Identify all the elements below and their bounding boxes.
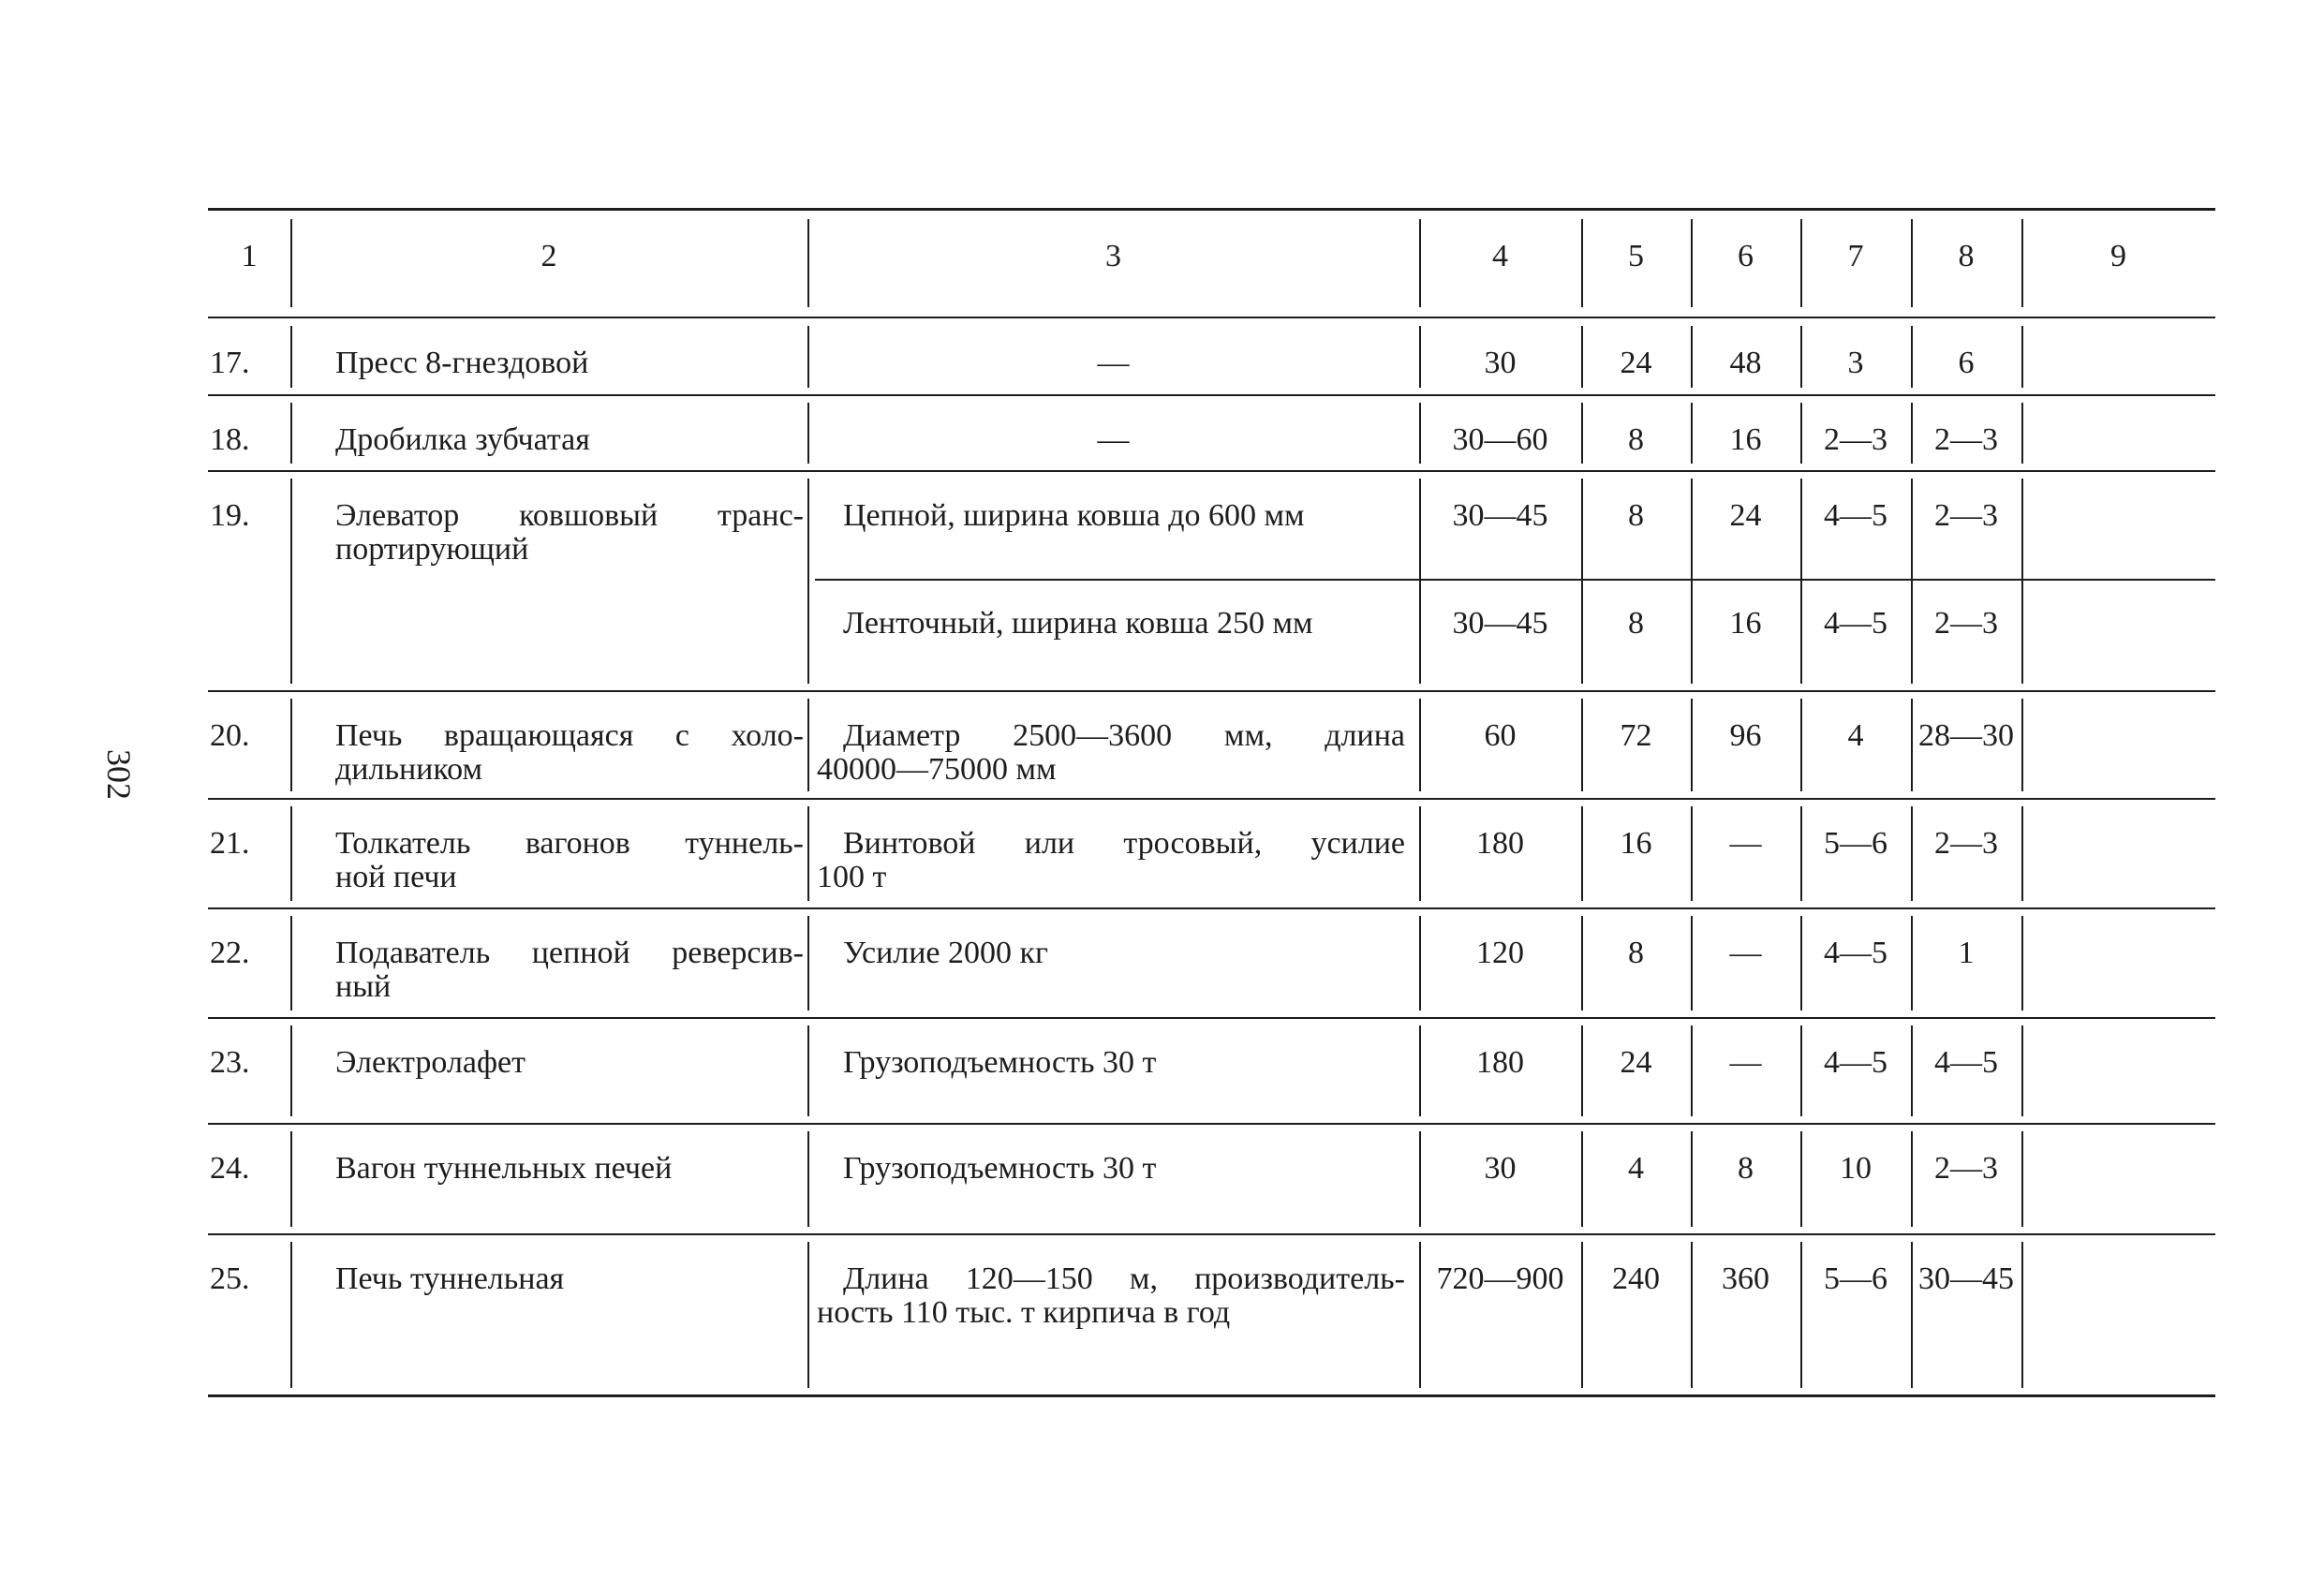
value-col-4: 30 bbox=[1484, 346, 1517, 380]
row-number: 20. bbox=[210, 718, 250, 753]
row-number: 25. bbox=[210, 1261, 250, 1296]
equipment-name: портирующий bbox=[335, 532, 529, 567]
value-col-4: 30 bbox=[1484, 1151, 1517, 1186]
value-col-8: 6 bbox=[1958, 346, 1975, 380]
value-col-7: 2—3 bbox=[1824, 422, 1887, 457]
value-col-8: 2—3 bbox=[1934, 1151, 1998, 1186]
row-separator-rule bbox=[208, 690, 2215, 692]
column-header-5: 5 bbox=[1628, 239, 1644, 273]
row-number: 17. bbox=[210, 346, 250, 380]
value-col-8: 2—3 bbox=[1934, 422, 1998, 457]
row-number: 19. bbox=[210, 498, 250, 533]
column-divider-rule bbox=[2021, 1131, 2023, 1227]
column-divider-rule bbox=[2021, 916, 2023, 1010]
column-divider-rule bbox=[807, 479, 809, 684]
row-separator-rule bbox=[208, 1017, 2215, 1019]
specification-text: Цепной, ширина ковша до 600 мм bbox=[843, 498, 1305, 533]
column-divider-rule bbox=[290, 1242, 292, 1388]
value-col-6: 8 bbox=[1738, 1151, 1754, 1186]
equipment-name: Пресс 8-гнездовой bbox=[335, 346, 589, 380]
column-divider-rule bbox=[290, 1131, 292, 1227]
value-col-7: 5—6 bbox=[1824, 826, 1887, 861]
value-col-4: 720—900 bbox=[1436, 1261, 1564, 1296]
column-header-9: 9 bbox=[2110, 239, 2126, 273]
column-divider-rule bbox=[290, 806, 292, 901]
column-divider-rule bbox=[290, 403, 292, 464]
value-col-6: 16 bbox=[1729, 606, 1762, 641]
equipment-name: Вагон туннельных печей bbox=[335, 1151, 673, 1186]
specification-text: Грузоподъемность 30 т bbox=[843, 1045, 1157, 1080]
column-divider-rule bbox=[807, 1242, 809, 1388]
value-col-4: 180 bbox=[1476, 1045, 1524, 1080]
equipment-name: ной печи bbox=[335, 860, 457, 894]
equipment-name: Печь туннельная bbox=[335, 1261, 565, 1296]
column-header-2: 2 bbox=[540, 239, 557, 273]
value-col-4: 30—45 bbox=[1452, 498, 1548, 533]
row-separator-rule bbox=[208, 1233, 2215, 1235]
equipment-name: ный bbox=[335, 969, 392, 1004]
value-col-6: — bbox=[1729, 826, 1762, 861]
table-top-rule bbox=[208, 208, 2215, 211]
row-separator-rule bbox=[208, 1394, 2215, 1397]
column-header-6: 6 bbox=[1738, 239, 1754, 273]
column-divider-rule bbox=[807, 699, 809, 791]
value-col-7: 4—5 bbox=[1824, 1045, 1887, 1080]
value-col-5: 8 bbox=[1628, 606, 1644, 641]
equipment-name: Толкатель вагонов туннель- bbox=[335, 826, 804, 861]
value-col-6: 48 bbox=[1729, 346, 1762, 380]
equipment-name: Элеватор ковшовый транс- bbox=[335, 498, 804, 533]
value-col-4: 120 bbox=[1476, 936, 1524, 970]
value-col-6: — bbox=[1729, 1045, 1762, 1080]
column-header-4: 4 bbox=[1492, 239, 1508, 273]
value-col-5: 16 bbox=[1620, 826, 1652, 861]
value-col-5: 8 bbox=[1628, 498, 1644, 533]
specification-text: — bbox=[1097, 422, 1130, 457]
column-divider-rule bbox=[807, 806, 809, 901]
equipment-name: Электролафет bbox=[335, 1045, 525, 1080]
row-separator-rule bbox=[208, 394, 2215, 396]
header-bottom-rule bbox=[208, 317, 2215, 318]
column-divider-rule bbox=[290, 1025, 292, 1116]
value-col-6: 24 bbox=[1729, 498, 1762, 533]
value-col-6: — bbox=[1729, 936, 1762, 970]
row-number: 22. bbox=[210, 936, 250, 970]
value-col-7: 3 bbox=[1847, 346, 1864, 380]
value-col-8: 1 bbox=[1958, 936, 1975, 970]
value-col-7: 4—5 bbox=[1824, 936, 1887, 970]
value-col-7: 4—5 bbox=[1824, 606, 1887, 641]
column-header-7: 7 bbox=[1847, 239, 1864, 273]
value-col-4: 180 bbox=[1476, 826, 1524, 861]
column-header-1: 1 bbox=[241, 239, 258, 273]
value-col-8: 2—3 bbox=[1934, 606, 1998, 641]
column-divider-rule bbox=[2021, 1025, 2023, 1116]
value-col-6: 360 bbox=[1722, 1261, 1769, 1296]
value-col-8: 2—3 bbox=[1934, 498, 1998, 533]
value-col-7: 5—6 bbox=[1824, 1261, 1887, 1296]
row-separator-rule bbox=[208, 1123, 2215, 1125]
column-header-3: 3 bbox=[1105, 239, 1121, 273]
column-divider-rule bbox=[807, 1025, 809, 1116]
column-divider-rule bbox=[290, 326, 292, 388]
specification-text: 40000—75000 мм bbox=[817, 752, 1057, 787]
row-number: 23. bbox=[210, 1045, 250, 1080]
value-col-8: 2—3 bbox=[1934, 826, 1998, 861]
specification-text: — bbox=[1097, 346, 1130, 380]
value-col-5: 72 bbox=[1620, 718, 1652, 753]
column-divider-rule bbox=[807, 1131, 809, 1227]
equipment-name: Подаватель цепной реверсив- bbox=[335, 936, 804, 970]
column-divider-rule bbox=[290, 699, 292, 791]
specification-text: Диаметр 2500—3600 мм, длина bbox=[843, 718, 1405, 753]
column-divider-rule bbox=[2021, 806, 2023, 901]
value-col-5: 240 bbox=[1612, 1261, 1660, 1296]
page-number: 302 bbox=[100, 749, 138, 800]
value-col-7: 4—5 bbox=[1824, 498, 1887, 533]
value-col-5: 24 bbox=[1620, 1045, 1652, 1080]
column-header-8: 8 bbox=[1958, 239, 1975, 273]
specification-text: 100 т bbox=[817, 860, 887, 894]
value-col-5: 8 bbox=[1628, 936, 1644, 970]
row-number: 21. bbox=[210, 826, 250, 861]
value-col-5: 8 bbox=[1628, 422, 1644, 457]
column-divider-rule bbox=[2021, 479, 2023, 684]
value-col-7: 10 bbox=[1840, 1151, 1872, 1186]
value-col-7: 4 bbox=[1847, 718, 1864, 753]
value-col-5: 4 bbox=[1628, 1151, 1644, 1186]
specification-text: Длина 120—150 м, производитель- bbox=[843, 1261, 1405, 1296]
row-separator-rule bbox=[208, 470, 2215, 472]
row-number: 24. bbox=[210, 1151, 250, 1186]
value-col-5: 24 bbox=[1620, 346, 1652, 380]
specification-text: Усилие 2000 кг bbox=[843, 936, 1048, 970]
value-col-6: 96 bbox=[1729, 718, 1762, 753]
column-divider-rule bbox=[807, 916, 809, 1010]
specification-text: Ленточный, ширина ковша 250 мм bbox=[843, 606, 1313, 641]
specification-text: Грузоподъемность 30 т bbox=[843, 1151, 1157, 1186]
specification-text: ность 110 тыс. т кирпича в год bbox=[817, 1295, 1231, 1330]
specification-text: Винтовой или тросовый, усилие bbox=[843, 826, 1405, 861]
value-col-6: 16 bbox=[1729, 422, 1762, 457]
column-divider-rule bbox=[2021, 699, 2023, 791]
equipment-name: Печь вращающаяся с холо- bbox=[335, 718, 804, 753]
value-col-4: 30—45 bbox=[1452, 606, 1548, 641]
equipment-name: Дробилка зубчатая bbox=[335, 422, 590, 457]
row-number: 18. bbox=[210, 422, 250, 457]
value-col-8: 28—30 bbox=[1918, 718, 2014, 753]
value-col-4: 30—60 bbox=[1452, 422, 1548, 457]
row-separator-rule bbox=[208, 798, 2215, 800]
column-divider-rule bbox=[2021, 1242, 2023, 1388]
column-divider-rule bbox=[2021, 403, 2023, 464]
column-divider-rule bbox=[2021, 326, 2023, 388]
value-col-4: 60 bbox=[1484, 718, 1517, 753]
value-col-8: 4—5 bbox=[1934, 1045, 1998, 1080]
equipment-name: дильником bbox=[335, 752, 483, 787]
row-separator-rule bbox=[208, 907, 2215, 909]
column-divider-rule bbox=[290, 479, 292, 684]
value-col-8: 30—45 bbox=[1918, 1261, 2014, 1296]
sub-row-separator-rule bbox=[815, 579, 2215, 581]
column-divider-rule bbox=[290, 916, 292, 1010]
